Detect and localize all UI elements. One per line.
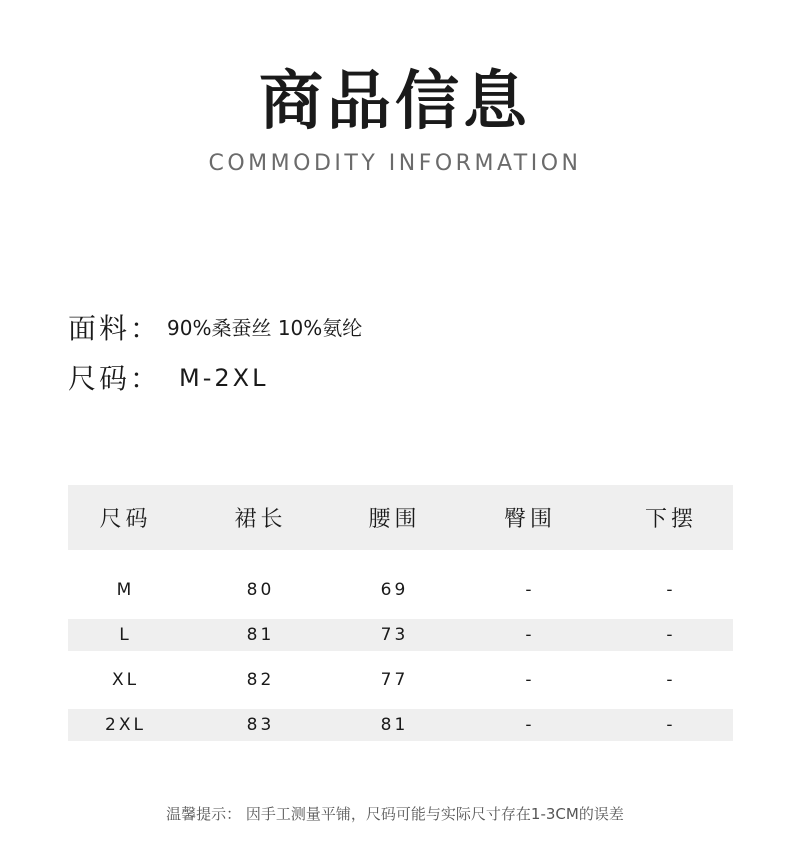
table-row (68, 574, 733, 606)
table-header-row (68, 485, 733, 550)
cell-waist: 73 (380, 625, 409, 645)
page-title: 商品信息 (259, 65, 531, 139)
cell-hem: - (666, 580, 676, 600)
fabric-label: 面料： (68, 312, 162, 345)
size-row (68, 357, 268, 397)
cell-skirt-length: 80 (246, 580, 275, 600)
cell-hip: - (525, 625, 535, 645)
table-row (68, 619, 733, 651)
header-hem: 下摆 (644, 507, 697, 532)
cell-hem: - (666, 715, 676, 735)
page-subtitle: COMMODITY INFORMATION (208, 151, 582, 176)
size-label: 尺码： (68, 362, 162, 395)
cell-skirt-length: 82 (246, 670, 275, 690)
cell-size: L (119, 625, 132, 645)
measurement-note: 温馨提示： 因手工测量平铺，尺码可能与实际尺寸存在1-3CM的误差 (166, 805, 624, 823)
cell-hip: - (525, 715, 535, 735)
cell-waist: 77 (380, 670, 409, 690)
table-row (68, 664, 733, 696)
cell-size: M (116, 580, 135, 600)
cell-size: XL (111, 670, 140, 690)
header-size: 尺码 (99, 507, 152, 532)
cell-waist: 69 (380, 580, 409, 600)
cell-skirt-length: 81 (246, 625, 275, 645)
size-chart-table (68, 485, 733, 741)
size-range-value: M-2XL (179, 364, 269, 392)
cell-hip: - (525, 580, 535, 600)
fabric-value: 90%桑蚕丝 10%氨纶 (167, 316, 363, 340)
cell-skirt-length: 83 (246, 715, 275, 735)
fabric-row (68, 307, 362, 347)
cell-waist: 81 (380, 715, 409, 735)
cell-size: 2XL (105, 715, 146, 735)
header-waist: 腰围 (368, 507, 421, 532)
header-skirt-length: 裙长 (234, 507, 287, 532)
header-hip: 臀围 (503, 507, 556, 532)
cell-hem: - (666, 670, 676, 690)
table-row (68, 709, 733, 741)
cell-hip: - (525, 670, 535, 690)
cell-hem: - (666, 625, 676, 645)
